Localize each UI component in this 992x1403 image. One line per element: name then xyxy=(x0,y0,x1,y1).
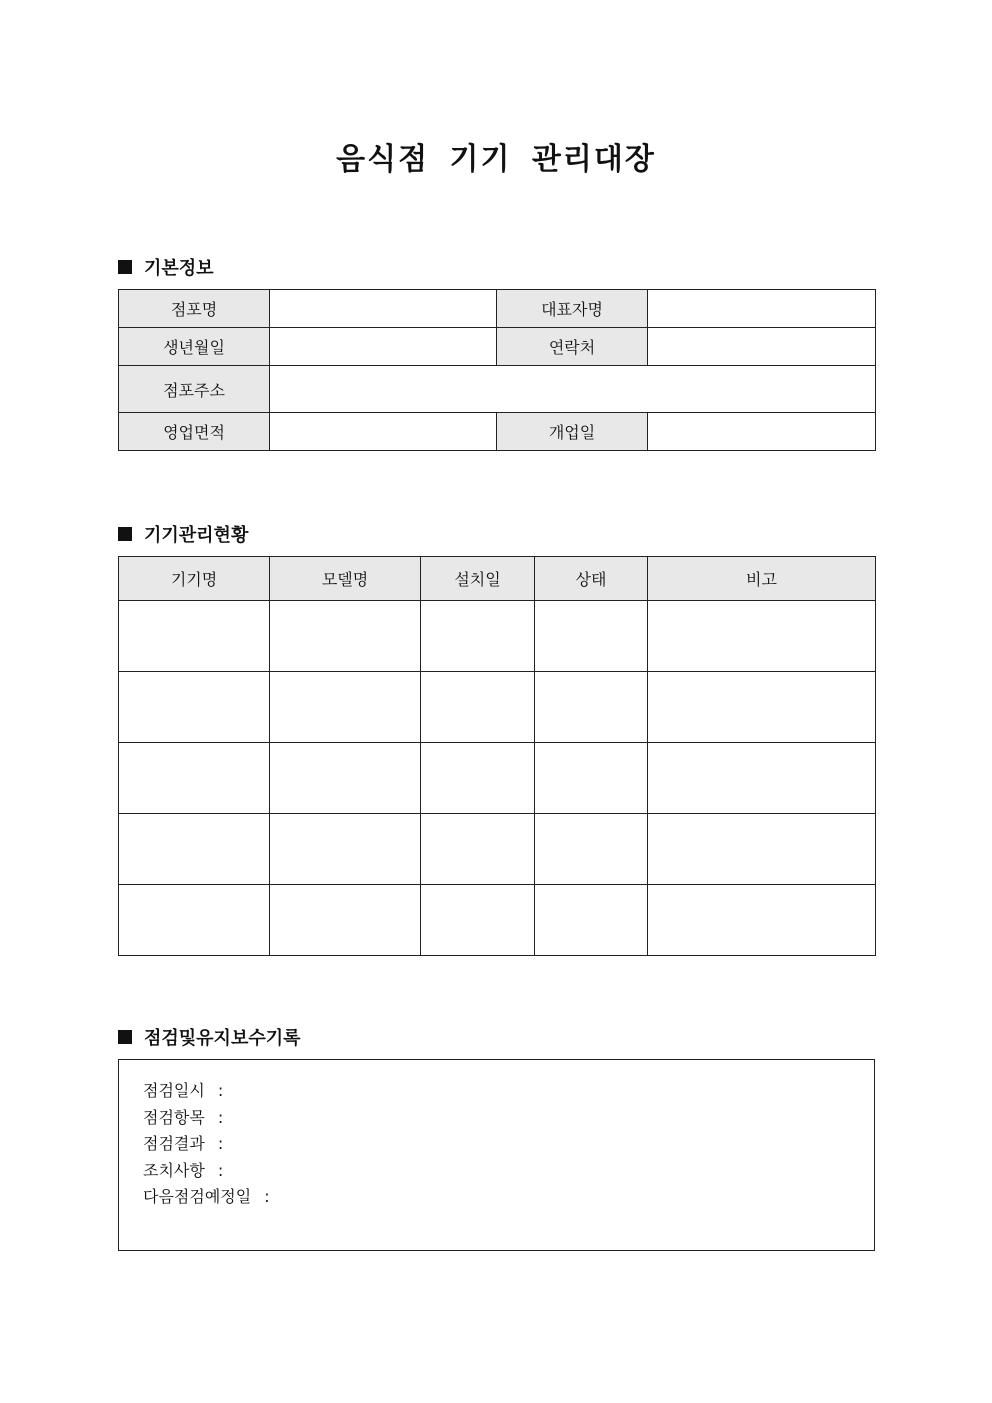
separator: : xyxy=(217,1134,224,1153)
opening-date-label: 개업일 xyxy=(497,413,648,451)
record-line xyxy=(143,1158,850,1185)
table-row xyxy=(119,743,876,814)
inspection-datetime-label: 점검일시 xyxy=(143,1081,205,1100)
status-cell[interactable] xyxy=(535,601,648,672)
birth-date-label: 생년월일 xyxy=(119,328,270,366)
model-name-cell[interactable] xyxy=(270,814,421,885)
page-title: 음식점 기기 관리대장 xyxy=(336,142,656,177)
record-line xyxy=(143,1184,850,1211)
section-basic-heading xyxy=(118,254,214,280)
device-name-cell[interactable] xyxy=(119,601,270,672)
owner-name-field[interactable] xyxy=(648,290,876,328)
table-header-row xyxy=(119,557,876,601)
separator: : xyxy=(217,1081,224,1100)
notes-cell[interactable] xyxy=(648,743,876,814)
table-row xyxy=(119,885,876,956)
table-row xyxy=(119,413,876,451)
status-cell[interactable] xyxy=(535,743,648,814)
model-name-cell[interactable] xyxy=(270,672,421,743)
business-area-label: 영업면적 xyxy=(119,413,270,451)
table-row xyxy=(119,366,876,413)
store-name-label: 점포명 xyxy=(119,290,270,328)
inspection-items-label: 점검항목 xyxy=(143,1107,205,1127)
table-row xyxy=(119,601,876,672)
notes-cell[interactable] xyxy=(648,814,876,885)
record-line xyxy=(143,1078,850,1105)
device-status-table xyxy=(118,556,876,956)
install-date-cell[interactable] xyxy=(421,743,535,814)
separator: : xyxy=(217,1107,224,1127)
section-devices-heading xyxy=(118,521,248,547)
notes-cell[interactable] xyxy=(648,601,876,672)
store-name-field[interactable] xyxy=(270,290,497,328)
contact-field[interactable] xyxy=(648,328,876,366)
section-basic-title: 기본정보 xyxy=(144,258,214,279)
maintenance-record-box[interactable] xyxy=(118,1059,875,1251)
col-header-notes: 비고 xyxy=(648,557,876,601)
business-area-field[interactable] xyxy=(270,413,497,451)
birth-date-field[interactable] xyxy=(270,328,497,366)
section-records-title: 점검및유지보수기록 xyxy=(144,1028,301,1049)
square-bullet-icon xyxy=(118,260,132,274)
install-date-cell[interactable] xyxy=(421,672,535,743)
opening-date-field[interactable] xyxy=(648,413,876,451)
actions-taken-label: 조치사항 xyxy=(143,1160,205,1180)
section-records-heading xyxy=(118,1024,301,1050)
store-address-label: 점포주소 xyxy=(119,366,270,413)
install-date-cell[interactable] xyxy=(421,601,535,672)
owner-name-label: 대표자명 xyxy=(497,290,648,328)
inspection-result-label: 점검결과 xyxy=(143,1134,205,1153)
record-line xyxy=(143,1131,850,1158)
model-name-cell[interactable] xyxy=(270,743,421,814)
separator: : xyxy=(264,1187,270,1206)
record-line xyxy=(143,1105,850,1132)
device-name-cell[interactable] xyxy=(119,814,270,885)
model-name-cell[interactable] xyxy=(270,885,421,956)
status-cell[interactable] xyxy=(535,672,648,743)
square-bullet-icon xyxy=(118,1030,132,1044)
col-header-device-name: 기기명 xyxy=(119,557,270,601)
col-header-install-date: 설치일 xyxy=(421,557,535,601)
store-address-field[interactable] xyxy=(270,366,876,413)
status-cell[interactable] xyxy=(535,885,648,956)
next-inspection-label: 다음점검예정일 xyxy=(143,1187,252,1206)
device-name-cell[interactable] xyxy=(119,743,270,814)
table-row xyxy=(119,814,876,885)
notes-cell[interactable] xyxy=(648,672,876,743)
device-name-cell[interactable] xyxy=(119,672,270,743)
separator: : xyxy=(217,1160,224,1180)
table-row xyxy=(119,328,876,366)
status-cell[interactable] xyxy=(535,814,648,885)
install-date-cell[interactable] xyxy=(421,885,535,956)
table-row xyxy=(119,290,876,328)
table-row xyxy=(119,672,876,743)
col-header-status: 상태 xyxy=(535,557,648,601)
install-date-cell[interactable] xyxy=(421,814,535,885)
device-name-cell[interactable] xyxy=(119,885,270,956)
notes-cell[interactable] xyxy=(648,885,876,956)
section-devices-title: 기기관리현황 xyxy=(144,525,249,546)
basic-info-table xyxy=(118,289,876,451)
square-bullet-icon xyxy=(118,527,132,541)
model-name-cell[interactable] xyxy=(270,601,421,672)
contact-label: 연락처 xyxy=(497,328,648,366)
col-header-model-name: 모델명 xyxy=(270,557,421,601)
